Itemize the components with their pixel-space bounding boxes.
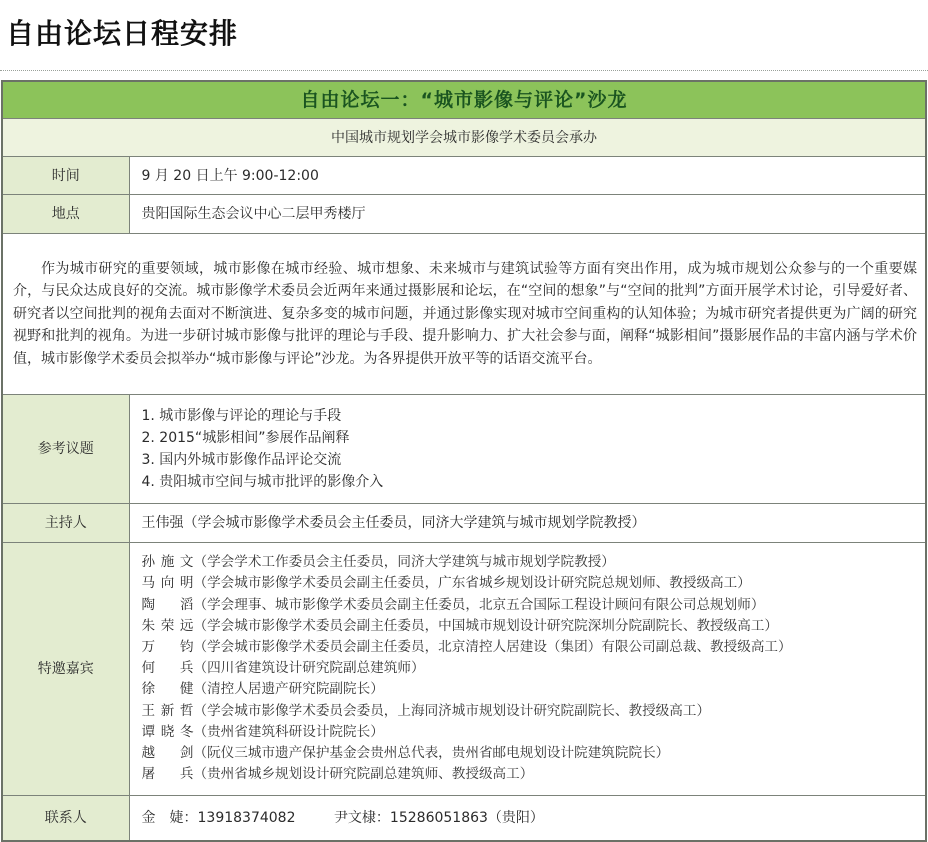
heading-divider — [0, 70, 928, 71]
guest-item — [142, 616, 926, 637]
guest-name: 何 兵 — [141, 660, 194, 677]
organizer-text: 中国城市规划学会城市影像学术委员会承办 — [2, 119, 926, 157]
guest-item — [142, 552, 926, 573]
guest-desc: （学会理事、城市影像学术委员会副主任委员，北京五合国际工程设计顾问有限公司总规划师） — [193, 596, 765, 613]
time-row — [2, 157, 926, 194]
contact-label: 联系人 — [2, 795, 129, 841]
guest-item — [142, 722, 926, 743]
guest-list — [142, 552, 926, 785]
topics-label: 参考议题 — [2, 395, 129, 504]
guest-item — [142, 573, 926, 594]
page-title: 自由论坛日程安排 — [6, 17, 239, 50]
guest-name: 越 剑 — [141, 745, 194, 761]
host-value: 王伟强（学会城市影像学术委员会主任委员，同济大学建筑与城市规划学院教授） — [129, 503, 926, 542]
topics-cell — [129, 395, 926, 504]
guest-name: 陶 滔 — [141, 596, 194, 613]
guest-name: 朱荣远 — [141, 617, 194, 634]
guest-item — [142, 658, 926, 679]
organizer-row — [2, 119, 926, 157]
topic-item: 2. 2015“城影相间”参展作品阐释 — [141, 429, 350, 446]
guest-desc: （学会学术工作委员会主任委员，同济大学建筑与城市规划学院教授） — [193, 554, 615, 571]
place-value: 贵阳国际生态会议中心二层甲秀楼厅 — [129, 194, 926, 233]
guest-desc: （阮仪三城市遗产保护基金会贵州总代表，贵州省邮电规划设计院建筑院院长） — [193, 745, 670, 761]
host-label: 主持人 — [2, 503, 129, 542]
guests-label: 特邀嘉宾 — [2, 542, 129, 795]
host-row — [2, 503, 926, 542]
description-row — [2, 233, 926, 394]
guest-name: 万 钧 — [141, 638, 194, 655]
guest-name: 马向明 — [141, 575, 194, 592]
guest-name: 王新哲 — [141, 702, 194, 719]
guest-desc: （贵州省建筑科研设计院院长） — [193, 723, 384, 740]
guests-cell — [129, 542, 926, 795]
contact-cell — [129, 795, 926, 841]
guest-item — [142, 679, 926, 700]
topic-item: 4. 贵阳城市空间与城市批评的影像介入 — [141, 473, 384, 490]
guest-name: 徐 健 — [141, 681, 194, 698]
guest-item — [142, 637, 926, 658]
guest-item — [142, 701, 926, 722]
description-text: 作为城市研究的重要领域，城市影像在城市经验、城市想象、未来城市与建筑试验等方面有突出作用，成为城市规划公众参与的一个重要媒介，与民众达成良好的交流。城市影像学术委员会近两年来通过摄影展和论坛，在“空间的想象”与“空间的批判”方面开展学术讨论，引导爱好者、研究者以空间批判的视角去面对不断演进、复杂多变的城市问题，并通过影像实现对城市空间重构的认知体验；为城市研究者提供更为广阔的研究视野和批判的视角。为进一步研讨城市影像与批评的理论与手段、提升影响力、扩大社会参与面，阐释“城影相间”摄影展作品的丰富内涵与学术价值，城市影像学术委员会拟举办“城市影像与评论”沙龙。为各界提供开放平等的话语交流平台。 — [2, 233, 926, 394]
place-label: 地点 — [2, 194, 129, 233]
guest-item — [142, 595, 926, 616]
guest-desc: （四川省建筑设计研究院副总建筑师） — [193, 660, 425, 677]
guest-desc: （学会城市影像学术委员会副主任委员，中国城市规划设计研究院深圳分院副院长、教授级高工） — [193, 617, 779, 634]
guest-item — [142, 764, 926, 785]
guest-desc: （清控人居遗产研究院副院长） — [193, 681, 384, 698]
topic-item: 3. 国内外城市影像作品评论交流 — [141, 451, 342, 468]
place-row — [2, 194, 926, 233]
guest-desc: （贵州省城乡规划设计研究院副总建筑师、教授级高工） — [193, 766, 534, 783]
time-value: 9 月 20 日上午 9:00-12:00 — [129, 157, 926, 194]
time-label: 时间 — [2, 157, 129, 194]
guests-row — [2, 542, 926, 795]
forum-title-row — [2, 81, 926, 119]
contact-item: 尹文棣：15286051863（贵阳） — [333, 809, 544, 826]
topics-list — [142, 405, 926, 493]
forum-title: 自由论坛一：“城市影像与评论”沙龙 — [2, 81, 926, 119]
guest-desc: （学会城市影像学术委员会副主任委员，北京清控人居建设（集团）有限公司副总裁、教授级高工） — [193, 638, 792, 655]
guest-name: 屠 兵 — [141, 766, 194, 783]
guest-name: 谭晓冬 — [141, 723, 194, 740]
guest-desc: （学会城市影像学术委员会副主任委员，广东省城乡规划设计研究院总规划师、教授级高工） — [193, 575, 751, 592]
guest-desc: （学会城市影像学术委员会委员，上海同济城市规划设计研究院副院长、教授级高工） — [193, 702, 711, 719]
guest-item — [142, 743, 926, 764]
topics-row — [2, 395, 926, 504]
guest-name: 孙施文 — [141, 554, 194, 571]
contact-row — [2, 795, 926, 841]
topic-item: 1. 城市影像与评论的理论与手段 — [141, 407, 342, 424]
contact-item: 金 婕：13918374082 — [141, 809, 296, 826]
schedule-table — [1, 80, 927, 842]
